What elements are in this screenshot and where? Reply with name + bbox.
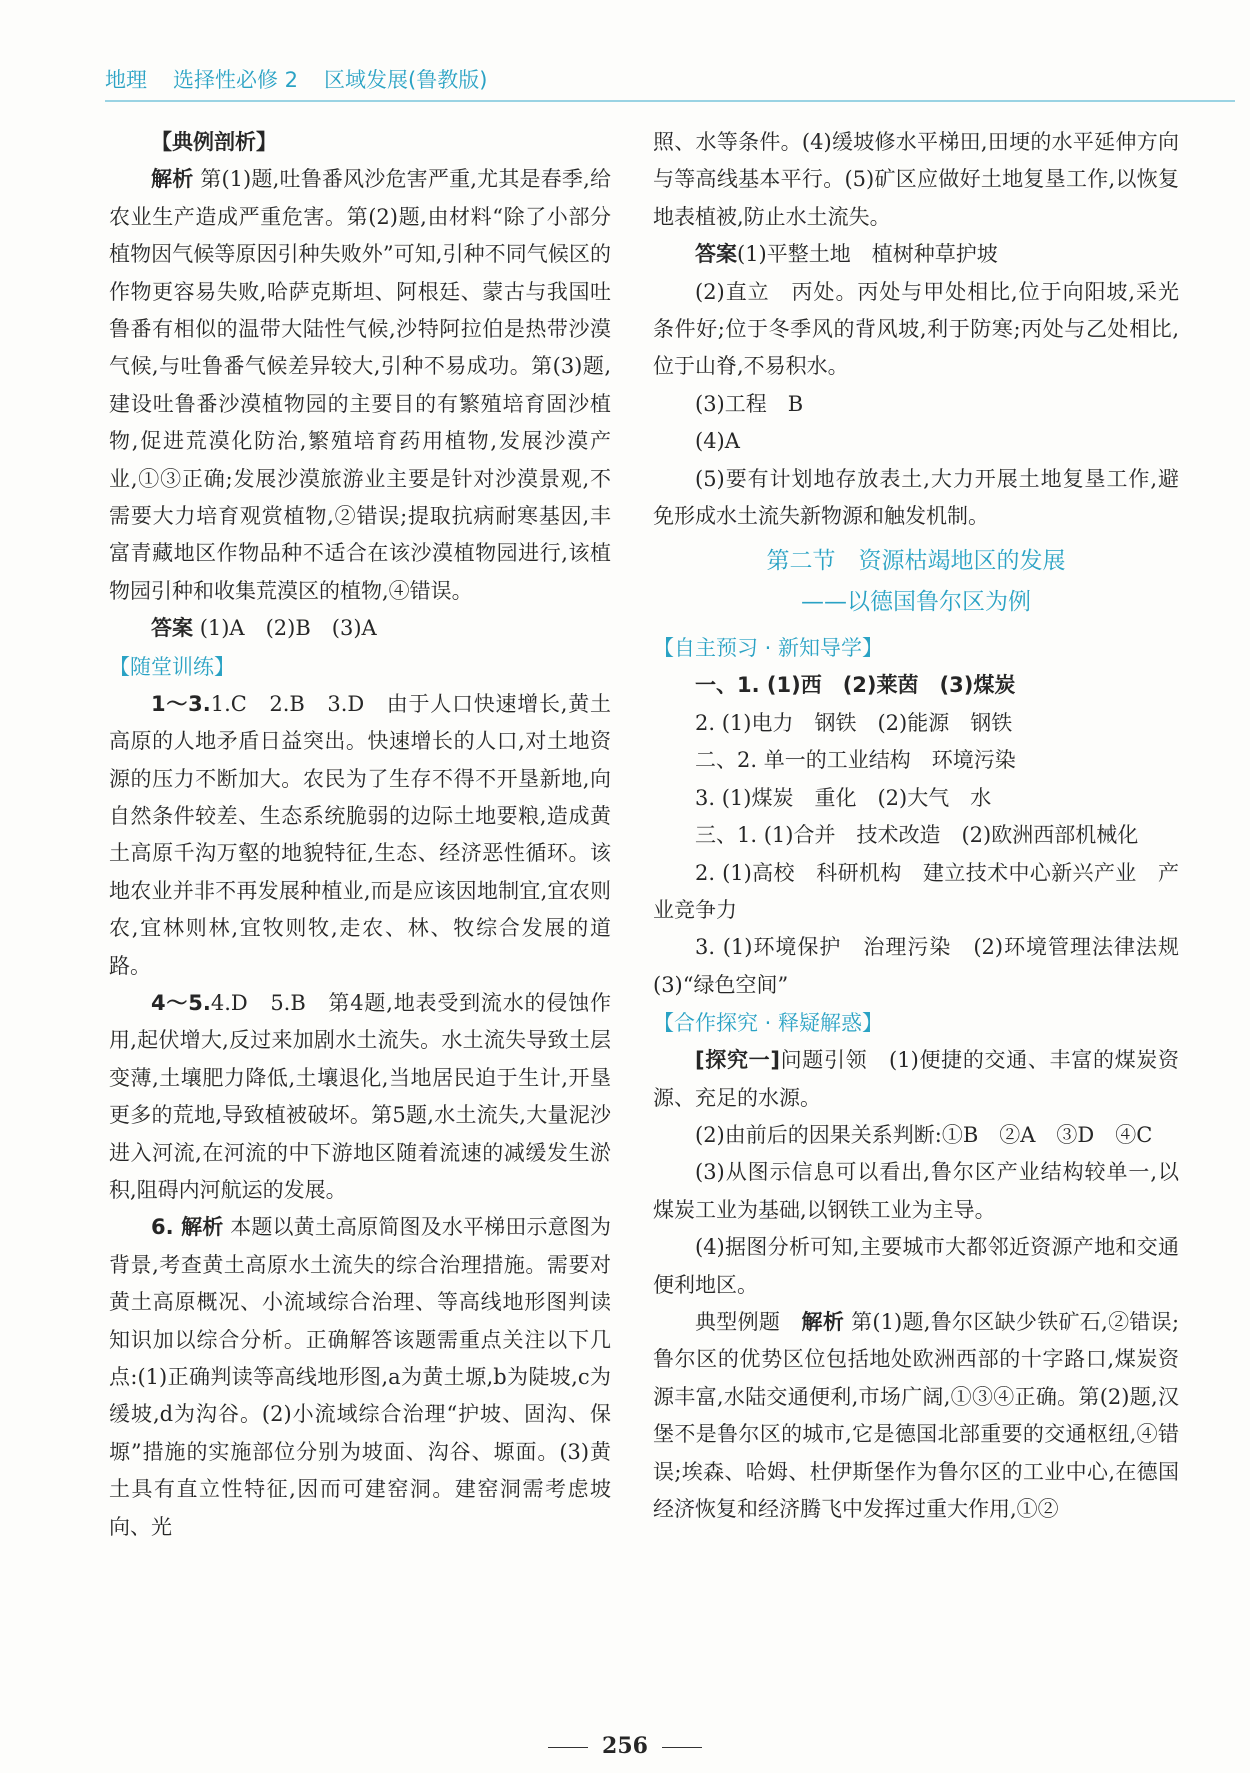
- practice-q4: [109, 985, 611, 1209]
- preview-3b: 2. (1)高校 科研机构 建立技术中心新兴产业 产业竞争力: [653, 860, 1179, 922]
- explore-2: (2)由前后的因果关系判断:①B ②A ③D ④C: [695, 1122, 1153, 1147]
- chapter-subtitle: ——以德国鲁尔区为例: [801, 589, 1031, 616]
- preview-2b: 3. (1)煤炭 重化 (2)大气 水: [695, 785, 992, 810]
- left-column: [109, 124, 611, 1546]
- right-column: [653, 124, 1200, 1528]
- q6-continued: 照、水等条件。(4)缓坡修水平梯田,田埂的水平延伸方向与等高线基本平行。(5)矿区应做好土地复垦工作,以恢复地表植被,防止水土流失。: [653, 130, 1179, 229]
- header-edition: 区域发展(鲁教版): [324, 68, 488, 92]
- answer-text: (1)A (2)B (3)A: [199, 616, 377, 641]
- explore-label: [探究一]: [695, 1048, 780, 1073]
- cooperation-heading: 【合作探究 · 释疑解惑】: [653, 1011, 884, 1036]
- answer-label: 答案: [151, 616, 193, 641]
- q6-answer-3: (3)工程 B: [695, 391, 804, 416]
- practice-q6: [109, 1209, 611, 1546]
- analysis-text: 第(1)题,吐鲁番风沙危害严重,尤其是春季,给农业生产造成严重危害。第(2)题,由材料“除了小部分植物因气候等原因引种失败外”可知,引种不同气候区的作物更容易失败,哈萨克斯坦、阿根廷、蒙古与我国吐鲁番有相似的温带大陆性气候,沙特阿拉伯是热带沙漠气候,与吐鲁番气候差异较大,引种不易成功。第(3)题,建设吐鲁番沙漠植物园的主要目的有繁殖培育固沙植物,促进荒漠化防治,繁殖培育药用植物,发展沙漠产业,①③正确;发展沙漠旅游业主要是针对沙漠景观,不需要大力培育观赏植物,②错误;提取抗病耐寒基因,丰富青藏地区作物品种不适合在该沙漠植物园进行,该植物园引种和收集荒漠区的植物,④错误。: [109, 167, 611, 603]
- example-analysis-heading: 【典例剖析】: [151, 130, 277, 154]
- q6-label: 6. 解析: [151, 1215, 224, 1240]
- running-header: [105, 64, 513, 94]
- example-label: 典型例题: [695, 1309, 781, 1334]
- preview-1b: 2. (1)电力 钢铁 (2)能源 钢铁: [695, 710, 1013, 735]
- page-number: [0, 1733, 1250, 1759]
- chapter-title: 第二节 资源枯竭地区的发展: [766, 548, 1066, 575]
- q1-label: 1～3.: [151, 691, 211, 716]
- explore-4: (4)据图分析可知,主要城市大都邻近资源产地和交通便利地区。: [653, 1235, 1179, 1297]
- q6-answer-1: [653, 236, 1179, 273]
- preview-heading: 【自主预习 · 新知导学】: [653, 636, 884, 661]
- practice-q1: [109, 686, 611, 985]
- q1-text: 1.C 2.B 3.D 由于人口快速增长,黄土高原的人地矛盾日益突出。快速增长的人口,对土地资源的压力不断加大。农民为了生存不得不开垦新地,向自然条件较差、生态系统脆弱的边际土地要粮,造成黄土高原千沟万壑的地貌特征,生态、经济恶性循环。该地农业并非不再发展种植业,而是应该因地制宜,宜农则农,宜林则林,宜牧则牧,走农、林、牧综合发展的道路。: [109, 691, 612, 978]
- header-divider: [105, 100, 1235, 102]
- q6-answer-5: (5)要有计划地存放表土,大力开展土地复垦工作,避免形成水土流失新物源和触发机制。: [653, 466, 1179, 529]
- q4-text: 4.D 5.B 第4题,地表受到流水的侵蚀作用,起伏增大,反过来加剧水土流失。水土流失导致土层变薄,土壤肥力降低,土壤退化,当地居民迫于生计,开垦更多的荒地,导致植被破坏。第5题,水土流失,大量泥沙进入河流,在河流的中下游地区随着流速的减缓发生淤积,阻碍内河航运的发展。: [109, 990, 611, 1202]
- preview-1a: 一、1. (1)西 (2)莱茵 (3)煤炭: [695, 673, 1016, 698]
- q6-answer-label: 答案: [695, 242, 737, 267]
- example-answer: [109, 610, 611, 647]
- example-analysis-label: 解析: [801, 1309, 845, 1334]
- preview-3a: 三、1. (1)合并 技术改造 (2)欧洲西部机械化: [695, 823, 1139, 848]
- page-number-value: 256: [602, 1733, 648, 1759]
- q6-answer-1-text: (1)平整土地 植树种草护坡: [737, 242, 998, 267]
- example-analysis-paragraph: [109, 161, 611, 610]
- analysis-label: 解析: [151, 167, 194, 192]
- preview-2a: 二、2. 单一的工业结构 环境污染: [695, 748, 1016, 773]
- explore-3: (3)从图示信息可以看出,鲁尔区产业结构较单一,以煤炭工业为基础,以钢铁工业为主导。: [653, 1160, 1179, 1222]
- q6-text: 本题以黄土高原简图及水平梯田示意图为背景,考查黄土高原水土流失的综合治理措施。需要对黄土高原概况、小流域综合治理、等高线地形图判读知识加以综合分析。正确解答该题需重点关注以下几点:(1)正确判读等高线地形图,a为黄土塬,b为陡坡,c为缓坡,d为沟谷。(2)小流域综合治理“护坡、固沟、保塬”措施的实施部位分别为坡面、沟谷、塬面。(3)黄土具有直立性特征,因而可建窑洞。建窑洞需考虑坡向、光: [109, 1215, 611, 1539]
- q6-answer-2: (2)直立 丙处。丙处与甲处相比,位于向阳坡,采光条件好;位于冬季风的背风坡,利于防寒;丙处与乙处相比,位于山脊,不易积水。: [653, 279, 1179, 379]
- explore-1: [653, 1042, 1179, 1117]
- q6-answer-4: (4)A: [695, 429, 740, 454]
- q4-label: 4～5.: [151, 990, 211, 1015]
- header-book: 选择性必修 2: [173, 68, 299, 92]
- example-text: 第(1)题,鲁尔区缺少铁矿石,②错误;鲁尔区的优势区位包括地处欧洲西部的十字路口,煤炭资源丰富,水陆交通便利,市场广阔,①③④正确。第(2)题,汉堡不是鲁尔区的城市,它是德国北部重要的交通枢纽,④错误;埃森、哈姆、杜伊斯堡作为鲁尔区的工业中心,在德国经济恢复和经济腾飞中发挥过重大作用,①②: [653, 1309, 1180, 1521]
- typical-example: [653, 1304, 1179, 1528]
- preview-3c: 3. (1)环境保护 治理污染 (2)环境管理法律法规 (3)“绿色空间”: [653, 935, 1200, 997]
- explore-1-text: 问题引领 (1)便捷的交通、丰富的煤炭资源、充足的水源。: [653, 1048, 1179, 1110]
- practice-heading: 【随堂训练】: [109, 654, 235, 679]
- header-subject: 地理: [105, 68, 147, 92]
